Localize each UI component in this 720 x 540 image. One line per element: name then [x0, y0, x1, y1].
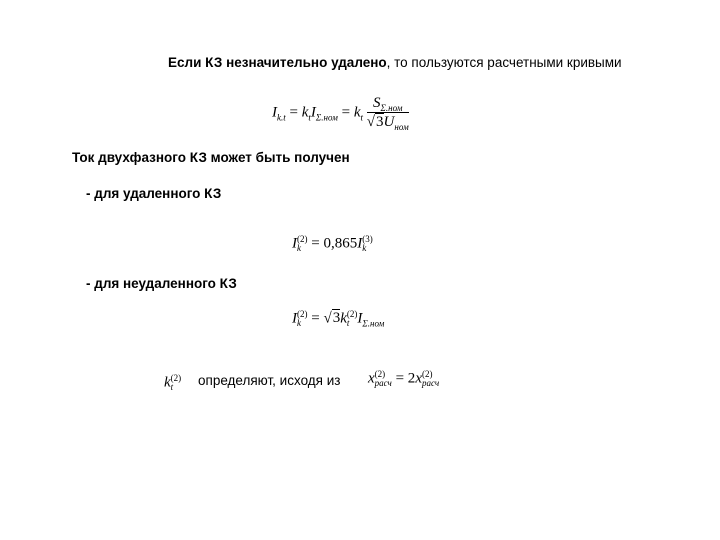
formula-near: I (2) k = √3k (2) t $I_{\Sigma.ном}$: [292, 309, 385, 329]
formula-remote: I (2) k = 0,865I (3) k: [292, 234, 373, 253]
case-remote: - для удаленного КЗ: [86, 186, 222, 201]
intro-rest: , то пользуются расчетными кривыми: [386, 55, 622, 70]
intro-line: [168, 55, 622, 70]
intro-bold: Если КЗ незначительно удалено: [168, 55, 387, 70]
heading: Ток двухфазного КЗ может быть получен: [72, 150, 350, 165]
determine-text: определяют, исходя из: [198, 373, 341, 388]
formula1-fraction: $\frac{S_{\Sigma.ном}}{√3U_{ном}}$: [366, 95, 409, 132]
formula-kt2: k (2) t: [164, 373, 182, 392]
formula-current-kt: $I_{k.t} = k_tI_{\Sigma.ном} = k_t$ $\frac{S_{\Sigma.ном}}{√3U_{ном}}$: [272, 95, 409, 132]
case-near: - для неудаленного КЗ: [86, 276, 237, 291]
formula-x-calc: x (2) расч = 2x (2) расч: [368, 369, 440, 388]
